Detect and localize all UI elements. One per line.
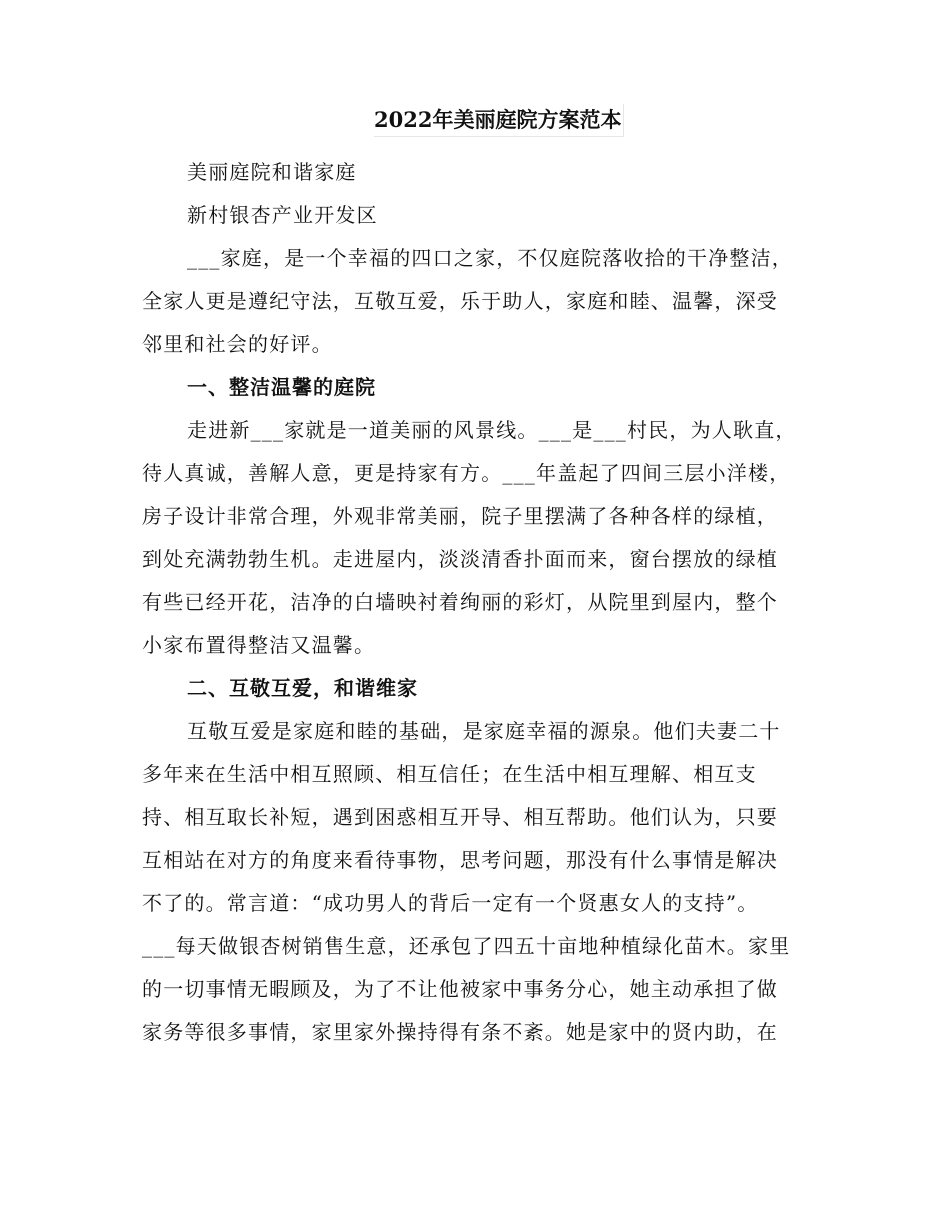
location-line: 新村银杏产业开发区 [187, 203, 378, 227]
paragraph-line: 到处充满勃勃生机。走进屋内，淡淡清香扑面而来，窗台摆放的绿植 [142, 547, 778, 571]
section-heading: 一、整洁温馨的庭院 [187, 375, 376, 399]
paragraph-line: 待人真诚，善解人意，更是持家有方。___年盖起了四间三层小洋楼， [142, 461, 791, 485]
subtitle-line: 美丽庭院和谐家庭 [187, 160, 357, 184]
section-heading: 二、互敬互爱，和谐维家 [187, 676, 418, 700]
paragraph-line: 持、相互取长补短，遇到困惑相互开导、相互帮助。他们认为，只要 [142, 805, 778, 829]
paragraph-line: 小家布置得整洁又温馨。 [142, 633, 376, 657]
paragraph-line: 不了的。常言道：“成功男人的背后一定有一个贤惠女人的支持”。 [142, 891, 759, 915]
paragraph-line: 全家人更是遵纪守法，互敬互爱，乐于助人，家庭和睦、温馨，深受 [142, 289, 778, 313]
document-title-box [374, 104, 624, 137]
paragraph-line: 邻里和社会的好评。 [142, 332, 333, 356]
paragraph-line: 走进新___家就是一道美丽的风景线。___是___村民，为人耿直， [187, 418, 797, 442]
paragraph-line: ___家庭，是一个幸福的四口之家，不仅庭院落收拾的干净整洁， [187, 246, 793, 270]
paragraph-line: 多年来在生活中相互照顾、相互信任；在生活中相互理解、相互支 [142, 762, 757, 786]
paragraph-line: 互相站在对方的角度来看待事物，思考问题，那没有什么事情是解决 [142, 848, 778, 872]
paragraph-line: 的一切事情无暇顾及，为了不让他被家中事务分心，她主动承担了做 [142, 977, 778, 1001]
paragraph-line: 家务等很多事情，家里家外操持得有条不紊。她是家中的贤内助，在 [142, 1020, 778, 1044]
paragraph-line: ___每天做银杏树销售生意，还承包了四五十亩地种植绿化苗木。家里 [142, 934, 791, 958]
paragraph-line: 房子设计非常合理，外观非常美丽，院子里摆满了各种各样的绿植， [142, 504, 778, 528]
paragraph-line: 有些已经开花，洁净的白墙映衬着绚丽的彩灯，从院里到屋内，整个 [142, 590, 778, 614]
paragraph-line: 互敬互爱是家庭和睦的基础，是家庭幸福的源泉。他们夫妻二十 [187, 719, 781, 743]
document-title: 2022年美丽庭院方案范本 [374, 107, 622, 132]
